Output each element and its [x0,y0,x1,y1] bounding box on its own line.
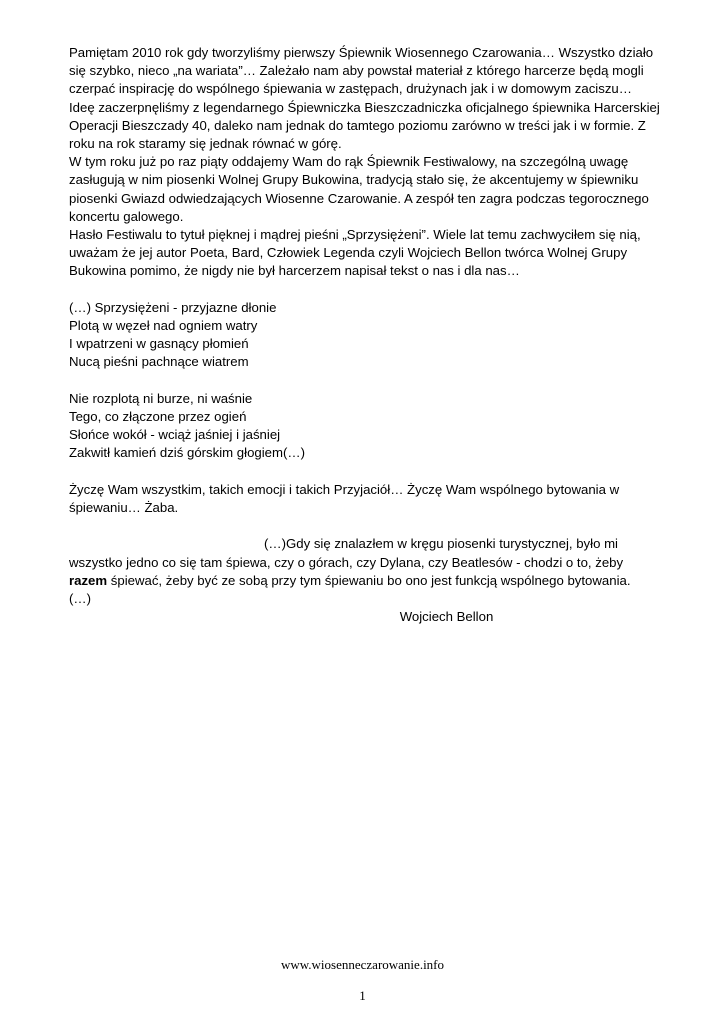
poem-stanza-2 [69,390,669,463]
quote-line-3-text: śpiewać, żeby być ze sobą przy tym śpiewaniu bo ono jest funkcją wspólnego bytowania. [107,572,631,588]
quote-line-3 [69,572,669,590]
poem-line: Tego, co złączone przez ogień [69,409,247,425]
quote-bold-word: razem [69,572,108,588]
poem-line: (…) Sprzysiężeni - przyjazne dłonie [69,299,277,315]
intro-section [69,44,669,281]
footer-url: www.wiosenneczarowanie.info [280,957,445,972]
quote-line-1: (…)Gdy się znalazłem w kręgu piosenki turystycznej, było mi [264,536,618,552]
poem-line: Zakwitł kamień dziś górskim głogiem(…) [69,445,305,461]
poem-line: Plotą w węzeł nad ogniem watry [69,318,258,334]
intro-paragraph-1: Pamiętam 2010 rok gdy tworzyliśmy pierwszy Śpiewnik Wiosennego Czarowania… Wszystko działo się szybko, nieco „na wariata”… Zależało nam aby powstał materiał z którego harcerze będą mogli czerpać inspirację do wspólnego śpiewania w zastępach, drużynach jak i w domowym zaciszu… [69,45,654,97]
closing-section [69,481,669,517]
spacer [69,463,669,481]
intro-paragraph-4: Hasło Festiwalu to tytuł pięknej i mądrej pieśni „Sprzysiężeni”. Wiele lat temu zachwyciłem się nią, uważam że jej autor Poeta, Bard, Człowiek Legenda czyli Wojciech Bellon twórca Wolnej Grupy Bukowina pomimo, że nigdy nie był harcerzem napisał tekst o nas i dla nas… [69,227,641,279]
quote-line-2: wszystko jedno co się tam śpiewa, czy o górach, czy Dylana, czy Beatlesów - chodzi o to, żeby [69,554,624,570]
quote-author: Wojciech Bellon [399,609,494,625]
spacer [69,517,669,535]
document-body [69,44,669,626]
bellon-quote [69,535,669,626]
poem-stanza-1 [69,299,669,372]
page-number: 1 [359,988,366,1003]
poem-line: I wpatrzeni w gasnący płomień [69,336,249,352]
poem-line: Nucą pieśni pachnące wiatrem [69,354,249,370]
intro-paragraph-3: W tym roku już po raz piąty oddajemy Wam do rąk Śpiewnik Festiwalowy, na szczególną uwagę zasługują w nim piosenki Wolnej Grupy Bukowina, tradycją stało się, że akcentujemy w śpiewniku piosenki Gwiazd odwiedzających Wiosenne Czarowanie. A zespół ten zagra podczas tegorocznego koncertu galowego. [69,154,649,224]
closing-wishes: Życzę Wam wszystkim, takich emocji i takich Przyjaciół… Życzę Wam wspólnego bytowania w śpiewaniu… Żaba. [69,481,620,516]
spacer [69,281,669,299]
intro-paragraph-2: Ideę zaczerpnęliśmy z legendarnego Śpiewniczka Bieszczadniczka oficjalnego śpiewnika Harcerskiej Operacji Bieszczady 40, daleko nam jednak do tamtego poziomu zarówno w treści jak i w formie. Z roku na rok staramy się jednak równać w górę. [69,99,660,152]
poem-line: Słońce wokół - wciąż jaśniej i jaśniej [69,427,281,443]
spacer [69,372,669,390]
quote-line-4: (…) [69,591,91,607]
poem-line: Nie rozplotą ni burze, ni waśnie [69,390,253,406]
